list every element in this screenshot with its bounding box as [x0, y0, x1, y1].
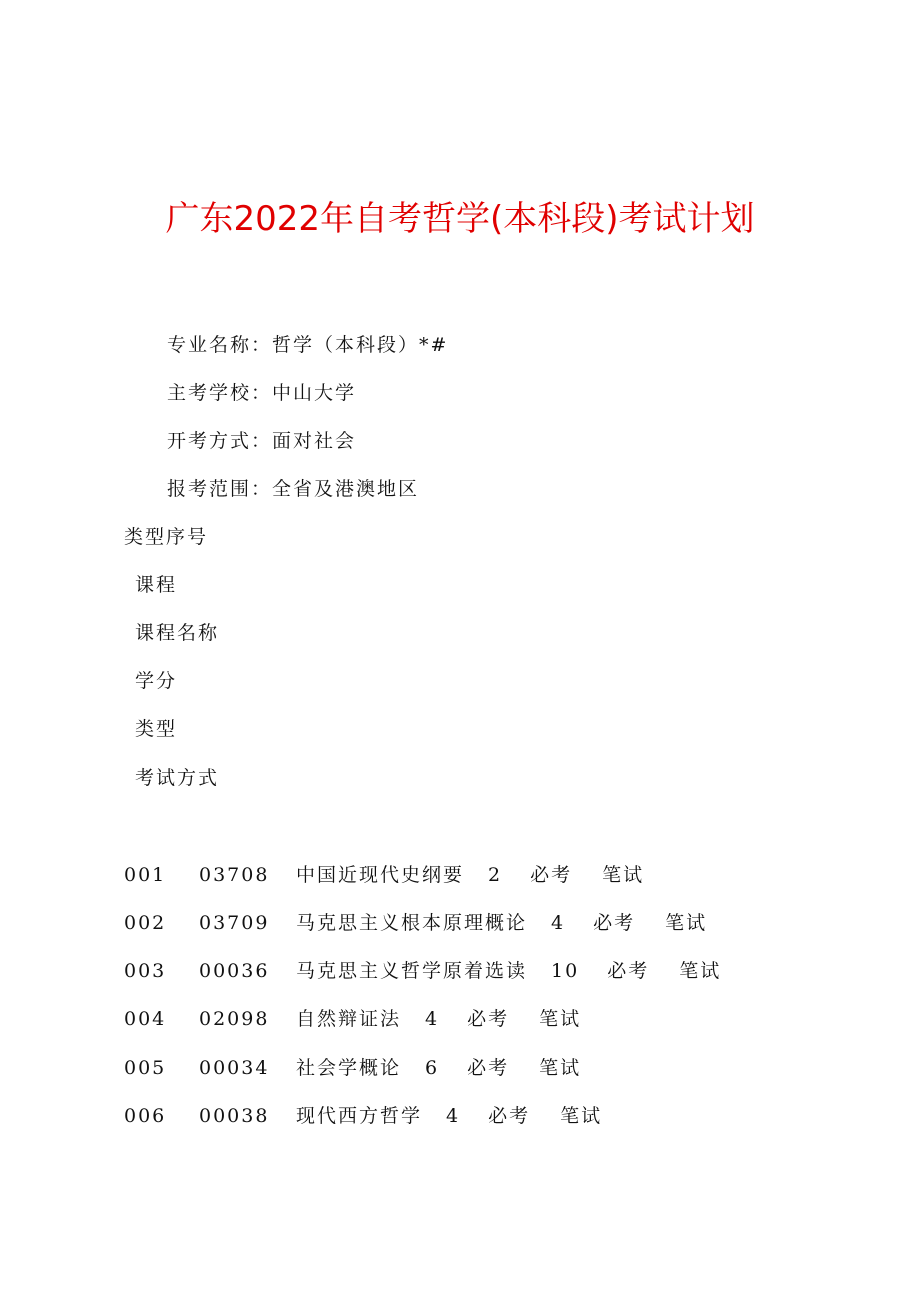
row-exam: 笔试	[679, 960, 722, 982]
header-exam-method: 考试方式	[135, 767, 220, 789]
table-row	[124, 910, 707, 936]
row-exam: 笔试	[539, 1057, 582, 1079]
row-type: 必考	[467, 1008, 510, 1030]
row-no: 005	[124, 1057, 167, 1079]
info-major: 专业名称：哲学（本科段）*#	[167, 334, 449, 356]
row-credit: 4	[551, 912, 566, 934]
row-no: 001	[124, 864, 167, 886]
info-school: 主考学校：中山大学	[167, 382, 357, 404]
row-code: 03709	[199, 912, 270, 934]
row-exam: 笔试	[539, 1008, 582, 1030]
row-course-name: 中国近现代史纲要	[296, 864, 465, 886]
row-course-name: 马克思主义根本原理概论	[296, 912, 528, 934]
row-code: 00038	[199, 1105, 270, 1127]
table-row	[124, 862, 644, 888]
row-type: 必考	[607, 960, 650, 982]
row-no: 004	[124, 1008, 167, 1030]
row-type: 必考	[593, 912, 636, 934]
row-code: 00036	[199, 960, 270, 982]
row-credit: 6	[425, 1057, 440, 1079]
table-row	[124, 958, 721, 984]
table-row	[124, 1006, 581, 1032]
header-course: 课程	[135, 574, 178, 596]
header-type-no: 类型序号	[124, 526, 209, 548]
row-type: 必考	[467, 1057, 510, 1079]
row-exam: 笔试	[665, 912, 708, 934]
row-course-name: 自然辩证法	[296, 1008, 402, 1030]
row-no: 002	[124, 912, 167, 934]
info-scope: 报考范围：全省及港澳地区	[167, 478, 420, 500]
row-no: 003	[124, 960, 167, 982]
row-code: 02098	[199, 1008, 270, 1030]
header-course-name: 课程名称	[135, 622, 220, 644]
table-row	[124, 1055, 581, 1081]
row-exam: 笔试	[602, 864, 645, 886]
table-row	[124, 1103, 602, 1129]
row-credit: 10	[551, 960, 580, 982]
row-exam: 笔试	[560, 1105, 603, 1127]
row-credit: 2	[488, 864, 503, 886]
header-type: 类型	[135, 718, 178, 740]
row-credit: 4	[446, 1105, 461, 1127]
row-course-name: 社会学概论	[296, 1057, 402, 1079]
row-course-name: 马克思主义哲学原着选读	[296, 960, 528, 982]
header-credit: 学分	[135, 670, 178, 692]
row-no: 006	[124, 1105, 167, 1127]
row-course-name: 现代西方哲学	[296, 1105, 423, 1127]
page-title: 广东2022年自考哲学(本科段)考试计划	[165, 199, 755, 239]
row-credit: 4	[425, 1008, 440, 1030]
row-type: 必考	[530, 864, 573, 886]
row-code: 03708	[199, 864, 270, 886]
info-exam-mode: 开考方式：面对社会	[167, 430, 357, 452]
row-type: 必考	[488, 1105, 531, 1127]
row-code: 00034	[199, 1057, 270, 1079]
